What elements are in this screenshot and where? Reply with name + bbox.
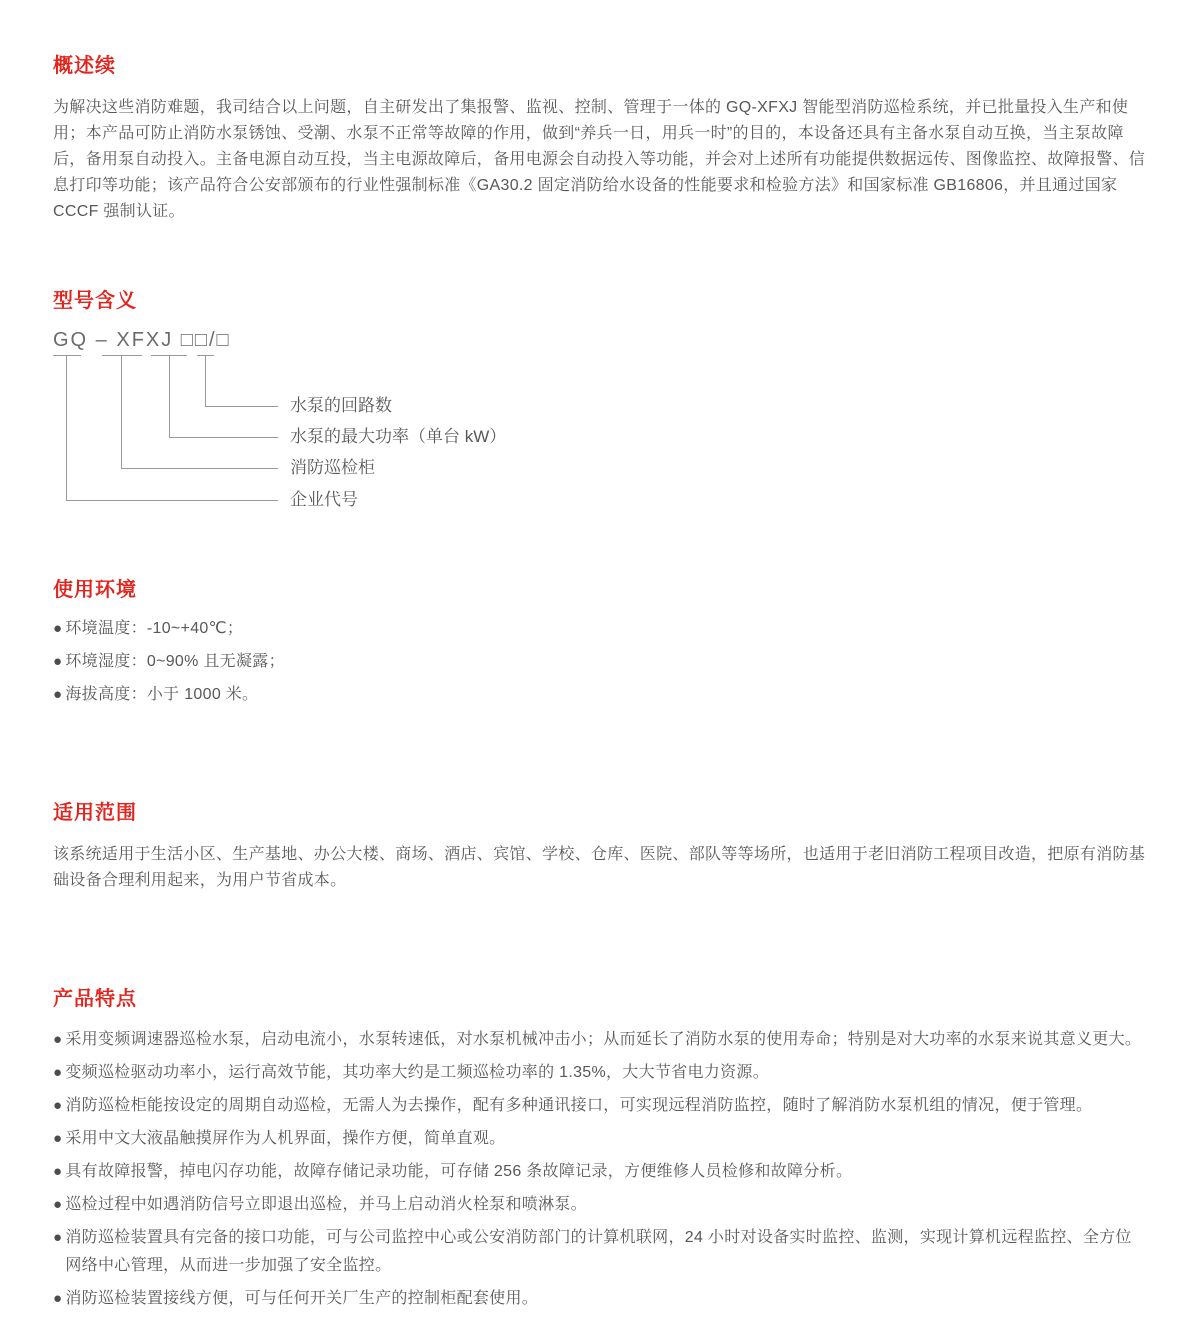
- label-fire-inspection-cabinet: 消防巡检柜: [290, 458, 375, 477]
- section-applicable-scope: [53, 800, 1148, 894]
- feature-item-text: 消防巡检装置接线方便，可与任何开关厂生产的控制柜配套使用。: [65, 1290, 539, 1307]
- model-code-text: GQ – XFXJ □□/□: [53, 329, 231, 351]
- bullet-icon: ●: [53, 1290, 63, 1307]
- environment-list: [53, 616, 1148, 708]
- list-item: [53, 1191, 1148, 1219]
- bullet-icon: ●: [53, 1229, 63, 1246]
- section-overview: [53, 53, 1148, 225]
- bullet-icon: ●: [53, 620, 63, 637]
- leader-line-horizontal-power: [169, 437, 278, 438]
- overview-heading: 概述续: [53, 55, 116, 77]
- list-item: [53, 1059, 1148, 1087]
- section-operating-environment: [53, 577, 1148, 708]
- feature-item-text: 采用变频调速器巡检水泵，启动电流小，水泵转速低，对水泵机械冲击小；从而延长了消防水泵的使用寿命；特别是对大功率的水泵来说其意义更大。: [65, 1031, 1142, 1048]
- features-heading: 产品特点: [53, 988, 137, 1010]
- bullet-icon: ●: [53, 1196, 63, 1213]
- leader-line-vertical-cabinet: [121, 355, 122, 468]
- feature-item-text: 采用中文大液晶触摸屏作为人机界面，操作方便，简单直观。: [65, 1130, 506, 1147]
- environment-heading: 使用环境: [53, 579, 137, 601]
- scope-heading: 适用范围: [53, 802, 137, 824]
- section-model-meaning: [53, 288, 1148, 523]
- leader-line-vertical-power: [169, 355, 170, 437]
- bullet-icon: ●: [53, 1097, 63, 1114]
- leader-line-vertical-circuit: [205, 355, 206, 406]
- label-pump-max-power: 水泵的最大功率（单台 kW）: [290, 427, 507, 446]
- feature-item-text: 具有故障报警，掉电闪存功能，故障存储记录功能，可存储 256 条故障记录，方便维修人员检修和故障分析。: [65, 1163, 853, 1180]
- environment-item-text: 环境温度：-10~+40℃；: [65, 620, 244, 637]
- bullet-icon: ●: [53, 686, 63, 703]
- scope-paragraph: 该系统适用于生活小区、生产基地、办公大楼、商场、酒店、宾馆、学校、仓库、医院、部队等等场所，也适用于老旧消防工程项目改造，把原有消防基础设备合理利用起来，为用户节省成本。: [53, 846, 1146, 889]
- feature-item-text: 消防巡检柜能按设定的周期自动巡检，无需人为去操作，配有多种通讯接口，可实现远程消防监控，随时了解消防水泵机组的情况，便于管理。: [65, 1097, 1093, 1114]
- list-item: [53, 1092, 1148, 1120]
- bullet-icon: ●: [53, 1163, 63, 1180]
- environment-item-text: 海拔高度：小于 1000 米。: [65, 686, 259, 703]
- leader-line-horizontal-circuit: [205, 406, 278, 407]
- features-list: [53, 1026, 1148, 1313]
- label-pump-circuit-count: 水泵的回路数: [290, 396, 392, 415]
- bullet-icon: ●: [53, 1130, 63, 1147]
- environment-item-text: 环境湿度：0~90% 且无凝露；: [65, 653, 285, 670]
- leader-line-vertical-enterprise: [66, 355, 67, 500]
- list-item: [53, 616, 1148, 642]
- leader-line-horizontal-enterprise: [66, 500, 278, 501]
- label-enterprise-code: 企业代号: [290, 490, 358, 509]
- list-item: [53, 1125, 1148, 1153]
- list-item: [53, 1285, 1148, 1313]
- leader-line-horizontal-cabinet: [121, 468, 278, 469]
- overview-paragraph: 为解决这些消防难题，我司结合以上问题，自主研发出了集报警、监视、控制、管理于一体的 GQ-XFXJ 智能型消防巡检系统，并已批量投入生产和使用；本产品可防止消防水泵锈蚀、受潮、水泵不正常等故障的作用，做到“养兵一日，用兵一时”的目的，本设备还具有主备水泵自动互换，当主泵故障后，备用泵自动投入。主备电源自动互投，当主电源故障后，备用电源会自动投入等功能，并会对上述所有功能提供数据远传、图像监控、故障报警、信息打印等功能；该产品符合公安部颁布的行业性强制标准《GA30.2 固定消防给水设备的性能要求和检验方法》和国家标准 GB16806，并且通过国家 CCCF 强制认证。: [53, 99, 1146, 220]
- list-item: [53, 649, 1148, 675]
- list-item: [53, 1158, 1148, 1186]
- model-heading: 型号含义: [53, 290, 137, 312]
- underline-enterprise-code: [53, 355, 81, 356]
- bullet-icon: ●: [53, 1031, 63, 1048]
- section-product-features: [53, 986, 1148, 1313]
- list-item: [53, 682, 1148, 708]
- bullet-icon: ●: [53, 653, 63, 670]
- underline-cabinet-code: [102, 355, 142, 356]
- feature-item-text: 变频巡检驱动功率小，运行高效节能，其功率大约是工频巡检功率的 1.35%，大大节省电力资源。: [65, 1064, 769, 1081]
- list-item: [53, 1224, 1148, 1280]
- bullet-icon: ●: [53, 1064, 63, 1081]
- list-item: [53, 1026, 1148, 1054]
- feature-item-text: 巡检过程中如遇消防信号立即退出巡检，并马上启动消火栓泵和喷淋泵。: [65, 1196, 587, 1213]
- feature-item-text: 消防巡检装置具有完备的接口功能，可与公司监控中心或公安消防部门的计算机联网，24 小时对设备实时监控、监测，实现计算机远程监控、全方位网络中心管理，从而进一步加强了安全监控。: [65, 1229, 1132, 1274]
- model-code-diagram: [53, 329, 1148, 523]
